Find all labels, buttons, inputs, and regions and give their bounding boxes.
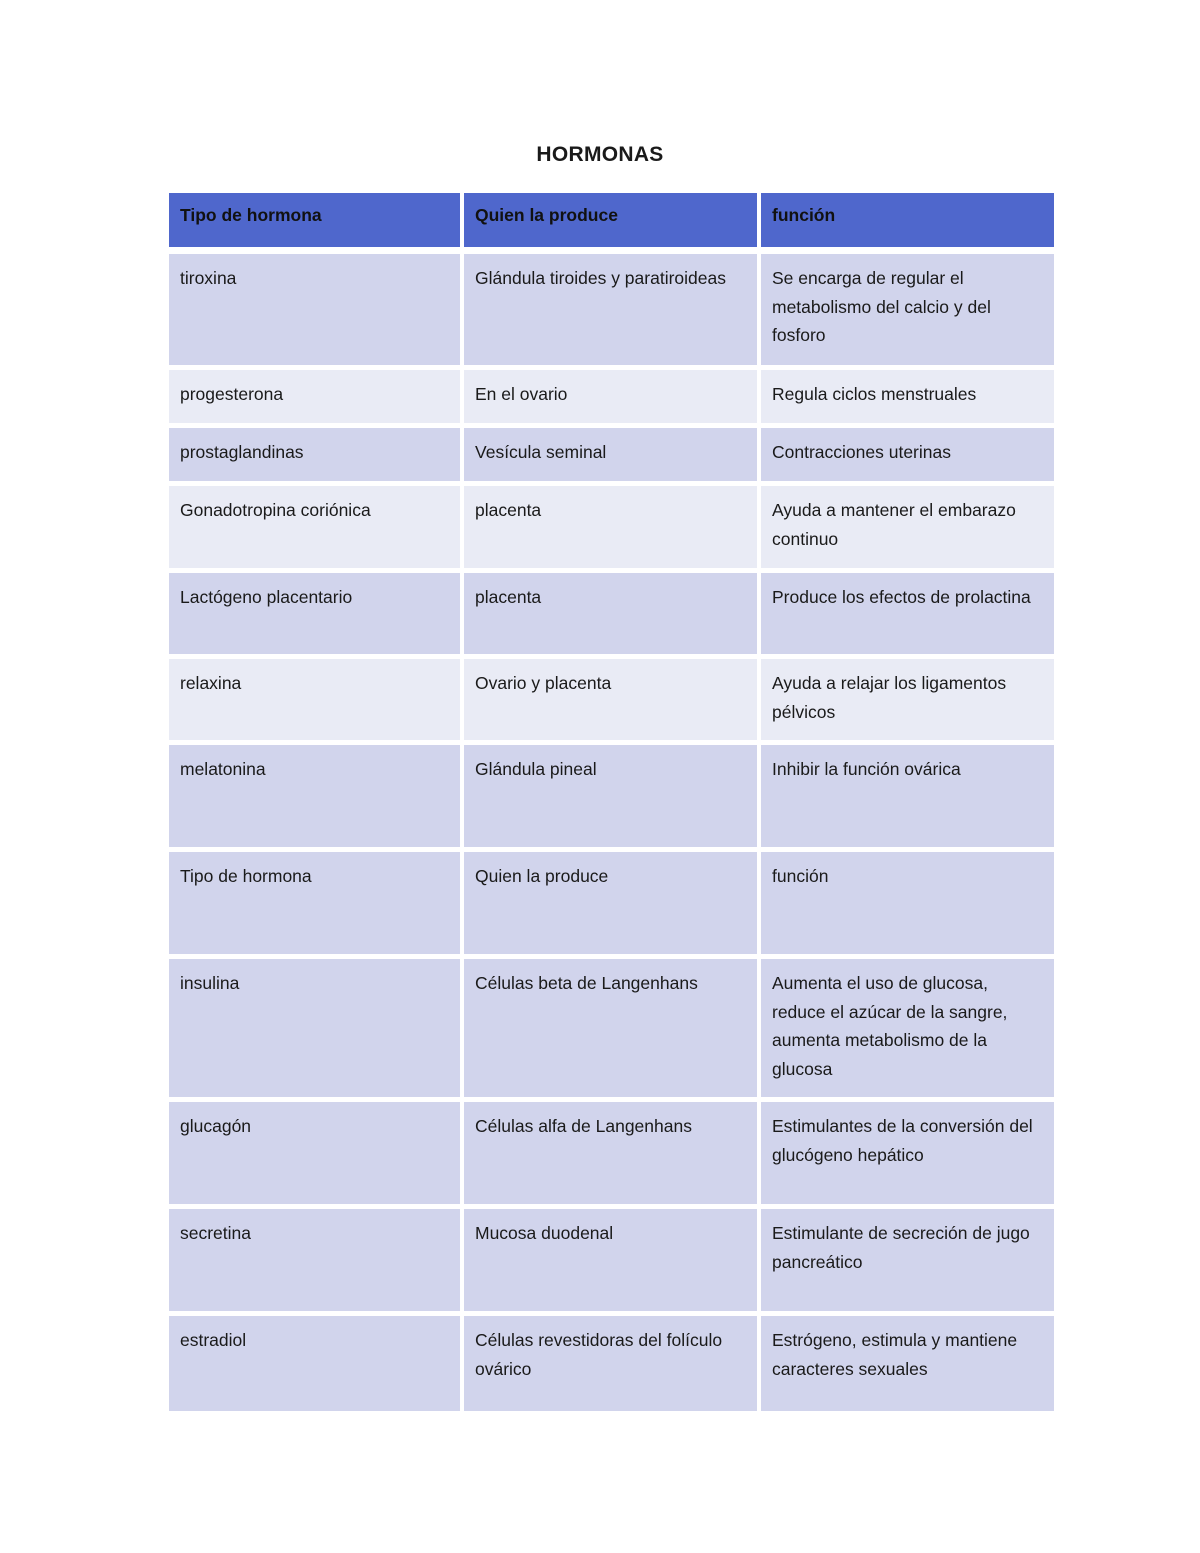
column-header-hormone-type: Tipo de hormona bbox=[169, 193, 464, 254]
table-row bbox=[169, 486, 1054, 573]
producer-cell: Células revestidoras del folículo ovárico bbox=[464, 1316, 761, 1411]
hormone-cell: melatonina bbox=[169, 745, 464, 852]
producer-cell: Glándula tiroides y paratiroideas bbox=[464, 254, 761, 370]
page-title: HORMONAS bbox=[536, 143, 664, 166]
function-cell: Estimulantes de la conversión del glucógeno hepático bbox=[761, 1102, 1054, 1209]
producer-cell: placenta bbox=[464, 486, 761, 573]
function-cell: Produce los efectos de prolactina bbox=[761, 573, 1054, 659]
function-cell: Ayuda a mantener el embarazo continuo bbox=[761, 486, 1054, 573]
function-cell: función bbox=[761, 852, 1054, 959]
function-cell: Estimulante de secreción de jugo pancreático bbox=[761, 1209, 1054, 1316]
hormone-cell: secretina bbox=[169, 1209, 464, 1316]
function-cell: Inhibir la función ovárica bbox=[761, 745, 1054, 852]
table-row bbox=[169, 370, 1054, 428]
table-row bbox=[169, 745, 1054, 852]
table-row bbox=[169, 659, 1054, 745]
hormone-cell: insulina bbox=[169, 959, 464, 1102]
table-row bbox=[169, 1102, 1054, 1209]
table-row bbox=[169, 852, 1054, 959]
hormone-cell: prostaglandinas bbox=[169, 428, 464, 486]
producer-cell: Ovario y placenta bbox=[464, 659, 761, 745]
function-cell: Se encarga de regular el metabolismo del calcio y del fosforo bbox=[761, 254, 1054, 370]
function-cell: Contracciones uterinas bbox=[761, 428, 1054, 486]
table-row bbox=[169, 254, 1054, 370]
hormone-cell: progesterona bbox=[169, 370, 464, 428]
table-row bbox=[169, 1209, 1054, 1316]
hormone-cell: tiroxina bbox=[169, 254, 464, 370]
hormones-table bbox=[169, 193, 1054, 1411]
producer-cell: En el ovario bbox=[464, 370, 761, 428]
hormone-cell: relaxina bbox=[169, 659, 464, 745]
column-header-producer: Quien la produce bbox=[464, 193, 761, 254]
hormone-cell: Tipo de hormona bbox=[169, 852, 464, 959]
producer-cell: Células beta de Langenhans bbox=[464, 959, 761, 1102]
table-header-row bbox=[169, 193, 1054, 254]
column-header-function: función bbox=[761, 193, 1054, 254]
function-cell: Ayuda a relajar los ligamentos pélvicos bbox=[761, 659, 1054, 745]
producer-cell: Vesícula seminal bbox=[464, 428, 761, 486]
function-cell: Aumenta el uso de glucosa, reduce el azúcar de la sangre, aumenta metabolismo de la glucosa bbox=[761, 959, 1054, 1102]
producer-cell: Glándula pineal bbox=[464, 745, 761, 852]
hormone-cell: Lactógeno placentario bbox=[169, 573, 464, 659]
hormone-cell: estradiol bbox=[169, 1316, 464, 1411]
table-row bbox=[169, 573, 1054, 659]
table-row bbox=[169, 1316, 1054, 1411]
hormone-cell: glucagón bbox=[169, 1102, 464, 1209]
producer-cell: placenta bbox=[464, 573, 761, 659]
table-row bbox=[169, 959, 1054, 1102]
hormone-cell: Gonadotropina coriónica bbox=[169, 486, 464, 573]
function-cell: Estrógeno, estimula y mantiene caracteres sexuales bbox=[761, 1316, 1054, 1411]
producer-cell: Células alfa de Langenhans bbox=[464, 1102, 761, 1209]
producer-cell: Quien la produce bbox=[464, 852, 761, 959]
function-cell: Regula ciclos menstruales bbox=[761, 370, 1054, 428]
table-row bbox=[169, 428, 1054, 486]
producer-cell: Mucosa duodenal bbox=[464, 1209, 761, 1316]
